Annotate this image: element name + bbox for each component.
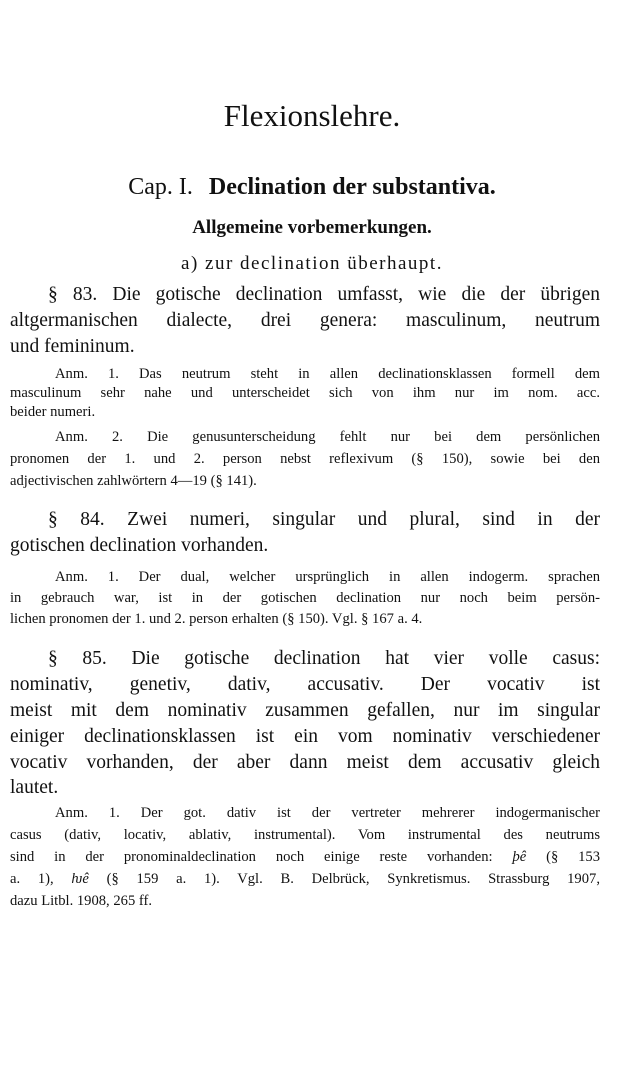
text-line: vocativ vorhanden, der aber dann meist dem accusativ gleich bbox=[10, 752, 600, 773]
text-line: casus (dativ, locativ, ablativ, instrumental). Vom instrumental des neutrums bbox=[10, 827, 600, 843]
text-line: beider numeri. bbox=[10, 404, 96, 420]
section-heading bbox=[0, 217, 624, 239]
text-line: § 84. Zwei numeri, singular und plural, sind in der bbox=[48, 509, 600, 530]
text-line: in gebrauch war, ist in der gotischen declination nur noch beim persön- bbox=[10, 590, 600, 606]
section-heading-text: Allgemeine vorbemerkungen. bbox=[192, 217, 432, 238]
text-line: lichen pronomen der 1. und 2. person erhalten (§ 150). Vgl. § 167 a. 4. bbox=[10, 611, 423, 627]
page-title: Flexionslehre. bbox=[223, 98, 401, 133]
text-line: Anm. 1. Das neutrum steht in allen declinationsklassen formell dem bbox=[55, 366, 600, 382]
text-line: Anm. 1. Der dual, welcher ursprünglich in allen indogerm. sprachen bbox=[55, 569, 600, 585]
text-span: (§ 159 a. 1). Vgl. B. Delbrück, Synkretismus. Strassburg 1907, bbox=[106, 871, 600, 887]
text-line: gotischen declination vorhanden. bbox=[10, 535, 269, 556]
text-line: altgermanischen dialecte, drei genera: masculinum, neutrum bbox=[10, 310, 600, 331]
text-line: und femininum. bbox=[10, 336, 135, 357]
chapter-heading bbox=[0, 174, 624, 201]
text-line: dazu Litbl. 1908, 265 ff. bbox=[10, 893, 152, 909]
text-line: pronomen der 1. und 2. person nebst reflexivum (§ 150), sowie bei den bbox=[10, 451, 600, 467]
text-line: adjectivischen zahlwörtern 4—19 (§ 141). bbox=[10, 473, 257, 489]
gothic-word: ƕê bbox=[71, 871, 89, 887]
text-line: § 85. Die gotische declination hat vier volle casus: bbox=[48, 648, 600, 669]
text-line: meist mit dem nominativ zusammen gefallen, nur im singular bbox=[10, 700, 600, 721]
text-span: a. 1), bbox=[10, 871, 54, 887]
text-line bbox=[10, 871, 600, 888]
text-span: sind in der pronominaldeclination noch einige reste vorhanden: bbox=[10, 849, 493, 865]
text-line: masculinum sehr nahe und unterscheidet sich von ihm nur im nom. acc. bbox=[10, 385, 600, 401]
text-line: Anm. 2. Die genusunterscheidung fehlt nur bei dem persönlichen bbox=[55, 429, 600, 445]
subsection-heading: a) zur declination überhaupt. bbox=[181, 253, 443, 274]
gothic-word: þê bbox=[512, 849, 527, 865]
chapter-number: Cap. I. bbox=[128, 174, 193, 200]
text-line: lautet. bbox=[10, 777, 59, 798]
text-line bbox=[10, 849, 600, 866]
text-line: einiger declinationsklassen ist ein vom nominativ verschiedener bbox=[10, 726, 600, 747]
text-line: nominativ, genetiv, dativ, accusativ. Der vocativ ist bbox=[10, 674, 600, 695]
text-line: § 83. Die gotische declination umfasst, wie die der übrigen bbox=[48, 284, 600, 305]
text-span: (§ 153 bbox=[546, 849, 601, 865]
text-line: Anm. 1. Der got. dativ ist der vertreter mehrerer indogermanischer bbox=[55, 805, 600, 821]
chapter-name: Declination der substantiva. bbox=[208, 174, 496, 200]
